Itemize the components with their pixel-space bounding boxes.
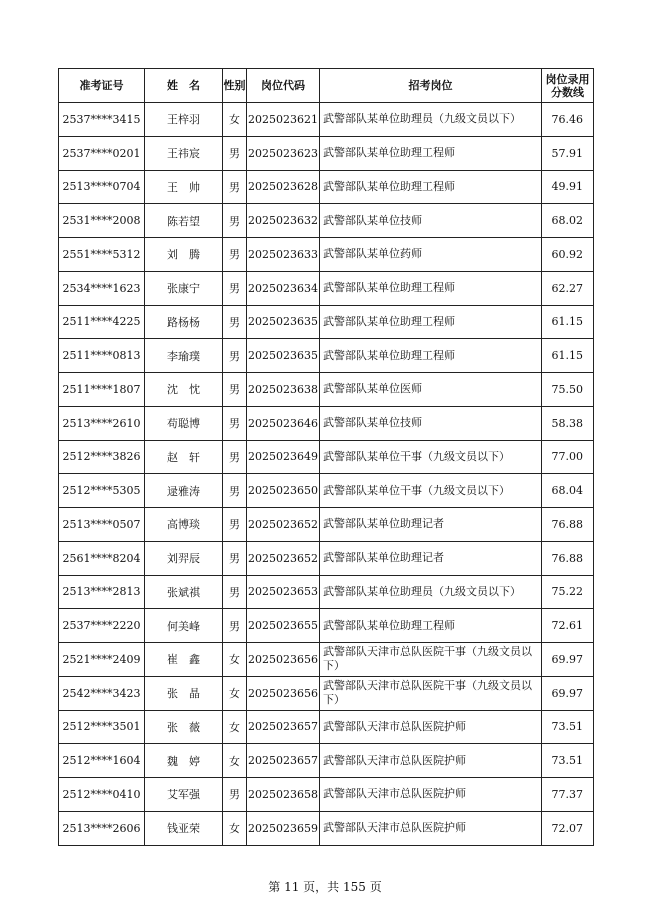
cell-exam-id: 2512****1604: [59, 744, 145, 778]
cell-name: 沈 忱: [145, 373, 223, 407]
cell-name: 张斌祺: [145, 575, 223, 609]
cell-exam-id: 2513****2813: [59, 575, 145, 609]
page-footer: 第 11 页，共 155 页: [268, 880, 382, 894]
cell-name: 钱亚荣: [145, 811, 223, 845]
cell-gender: 男: [223, 440, 247, 474]
cell-post-code: 2025023634: [247, 271, 320, 305]
table-row: [59, 103, 594, 137]
table-row: [59, 474, 594, 508]
cell-score: 72.07: [542, 811, 594, 845]
cell-name: 李瑜璞: [145, 339, 223, 373]
cell-score: 62.27: [542, 271, 594, 305]
cell-score: 77.00: [542, 440, 594, 474]
cell-score: 68.02: [542, 204, 594, 238]
cell-post-code: 2025023658: [247, 778, 320, 812]
cell-exam-id: 2521****2409: [59, 643, 145, 677]
cell-name: 王 帅: [145, 170, 223, 204]
cell-exam-id: 2512****3826: [59, 440, 145, 474]
cell-score: 75.50: [542, 373, 594, 407]
cell-post-code: 2025023652: [247, 541, 320, 575]
table-row: [59, 271, 594, 305]
cell-score: 69.97: [542, 676, 594, 710]
cell-exam-id: 2542****3423: [59, 676, 145, 710]
cell-gender: 男: [223, 508, 247, 542]
cell-name: 刘 腾: [145, 238, 223, 272]
cell-name: 张康宁: [145, 271, 223, 305]
cell-post: 武警部队某单位技师: [320, 204, 542, 238]
table-row: [59, 575, 594, 609]
cell-score: 58.38: [542, 406, 594, 440]
cell-gender: 女: [223, 744, 247, 778]
cell-post-code: 2025023650: [247, 474, 320, 508]
table-row: [59, 744, 594, 778]
cell-score: 77.37: [542, 778, 594, 812]
cell-post: 武警部队天津市总队医院干事（九级文员以下）: [320, 676, 542, 710]
cell-post: 武警部队某单位助理工程师: [320, 170, 542, 204]
cell-post: 武警部队某单位助理工程师: [320, 305, 542, 339]
cell-gender: 男: [223, 204, 247, 238]
cell-name: 高博琰: [145, 508, 223, 542]
cell-post-code: 2025023621: [247, 103, 320, 137]
table-row: [59, 373, 594, 407]
cell-post: 武警部队某单位助理工程师: [320, 609, 542, 643]
cell-exam-id: 2513****2606: [59, 811, 145, 845]
cell-post-code: 2025023633: [247, 238, 320, 272]
cell-score: 60.92: [542, 238, 594, 272]
cell-exam-id: 2561****8204: [59, 541, 145, 575]
cell-post: 武警部队某单位助理工程师: [320, 136, 542, 170]
cell-gender: 男: [223, 474, 247, 508]
table-row: [59, 541, 594, 575]
cell-exam-id: 2531****2008: [59, 204, 145, 238]
cell-post-code: 2025023623: [247, 136, 320, 170]
cell-name: 逯雅涛: [145, 474, 223, 508]
header-gender: 性别: [223, 69, 247, 103]
table-row: [59, 440, 594, 474]
cell-name: 陈若望: [145, 204, 223, 238]
table-row: [59, 136, 594, 170]
header-score: 岗位录用分数线: [542, 69, 594, 103]
cell-score: 76.88: [542, 541, 594, 575]
cell-exam-id: 2511****0813: [59, 339, 145, 373]
cell-post-code: 2025023632: [247, 204, 320, 238]
cell-score: 76.88: [542, 508, 594, 542]
cell-post: 武警部队某单位干事（九级文员以下）: [320, 474, 542, 508]
cell-score: 49.91: [542, 170, 594, 204]
cell-gender: 女: [223, 710, 247, 744]
cell-gender: 男: [223, 136, 247, 170]
table-row: [59, 778, 594, 812]
cell-exam-id: 2512****3501: [59, 710, 145, 744]
cell-score: 73.51: [542, 710, 594, 744]
cell-gender: 女: [223, 676, 247, 710]
table-row: [59, 170, 594, 204]
cell-post: 武警部队某单位助理工程师: [320, 271, 542, 305]
cell-score: 73.51: [542, 744, 594, 778]
cell-score: 69.97: [542, 643, 594, 677]
cell-post: 武警部队天津市总队医院护师: [320, 811, 542, 845]
cell-exam-id: 2513****2610: [59, 406, 145, 440]
cell-gender: 男: [223, 541, 247, 575]
cell-post-code: 2025023635: [247, 305, 320, 339]
cell-post: 武警部队某单位干事（九级文员以下）: [320, 440, 542, 474]
cell-post-code: 2025023638: [247, 373, 320, 407]
cell-post-code: 2025023655: [247, 609, 320, 643]
cell-post: 武警部队天津市总队医院护师: [320, 710, 542, 744]
cell-gender: 女: [223, 811, 247, 845]
table-row: [59, 643, 594, 677]
cell-exam-id: 2511****4225: [59, 305, 145, 339]
cell-exam-id: 2534****1623: [59, 271, 145, 305]
cell-post: 武警部队某单位助理员（九级文员以下）: [320, 575, 542, 609]
cell-post: 武警部队某单位技师: [320, 406, 542, 440]
cell-name: 刘羿辰: [145, 541, 223, 575]
cell-post: 武警部队某单位药师: [320, 238, 542, 272]
cell-exam-id: 2511****1807: [59, 373, 145, 407]
cell-exam-id: 2512****0410: [59, 778, 145, 812]
cell-gender: 男: [223, 575, 247, 609]
cell-gender: 男: [223, 609, 247, 643]
cell-post-code: 2025023628: [247, 170, 320, 204]
cell-post-code: 2025023635: [247, 339, 320, 373]
cell-post: 武警部队某单位助理工程师: [320, 339, 542, 373]
cell-exam-id: 2512****5305: [59, 474, 145, 508]
header-post: 招考岗位: [320, 69, 542, 103]
cell-post: 武警部队天津市总队医院护师: [320, 744, 542, 778]
cell-score: 61.15: [542, 339, 594, 373]
cell-post: 武警部队天津市总队医院干事（九级文员以下）: [320, 643, 542, 677]
header-post-code: 岗位代码: [247, 69, 320, 103]
cell-name: 张 薇: [145, 710, 223, 744]
cell-name: 魏 婷: [145, 744, 223, 778]
cell-gender: 男: [223, 778, 247, 812]
cell-exam-id: 2513****0704: [59, 170, 145, 204]
cell-name: 王梓羽: [145, 103, 223, 137]
table-row: [59, 406, 594, 440]
cell-score: 57.91: [542, 136, 594, 170]
results-table: [58, 68, 594, 846]
table-header-row: [59, 69, 594, 103]
table-row: [59, 609, 594, 643]
cell-post-code: 2025023657: [247, 710, 320, 744]
table-row: [59, 204, 594, 238]
cell-exam-id: 2513****0507: [59, 508, 145, 542]
cell-score: 75.22: [542, 575, 594, 609]
cell-name: 艾军强: [145, 778, 223, 812]
table-row: [59, 238, 594, 272]
table-row: [59, 508, 594, 542]
cell-name: 王祎宸: [145, 136, 223, 170]
cell-post-code: 2025023656: [247, 676, 320, 710]
cell-gender: 男: [223, 238, 247, 272]
cell-score: 61.15: [542, 305, 594, 339]
header-name: 姓 名: [145, 69, 223, 103]
cell-gender: 女: [223, 103, 247, 137]
table-row: [59, 710, 594, 744]
cell-gender: 男: [223, 406, 247, 440]
cell-post: 武警部队某单位助理记者: [320, 508, 542, 542]
table-row: [59, 339, 594, 373]
cell-score: 76.46: [542, 103, 594, 137]
cell-post: 武警部队某单位医师: [320, 373, 542, 407]
cell-post: 武警部队天津市总队医院护师: [320, 778, 542, 812]
cell-exam-id: 2537****0201: [59, 136, 145, 170]
cell-name: 张 晶: [145, 676, 223, 710]
cell-post-code: 2025023646: [247, 406, 320, 440]
table-row: [59, 811, 594, 845]
cell-post-code: 2025023649: [247, 440, 320, 474]
cell-post-code: 2025023653: [247, 575, 320, 609]
cell-exam-id: 2537****3415: [59, 103, 145, 137]
cell-post-code: 2025023657: [247, 744, 320, 778]
cell-gender: 男: [223, 305, 247, 339]
cell-score: 72.61: [542, 609, 594, 643]
cell-gender: 女: [223, 643, 247, 677]
cell-post-code: 2025023656: [247, 643, 320, 677]
cell-post-code: 2025023659: [247, 811, 320, 845]
cell-gender: 男: [223, 339, 247, 373]
cell-exam-id: 2551****5312: [59, 238, 145, 272]
cell-score: 68.04: [542, 474, 594, 508]
cell-name: 何美峰: [145, 609, 223, 643]
cell-gender: 男: [223, 373, 247, 407]
table-row: [59, 305, 594, 339]
cell-post-code: 2025023652: [247, 508, 320, 542]
cell-gender: 男: [223, 271, 247, 305]
cell-post: 武警部队某单位助理员（九级文员以下）: [320, 103, 542, 137]
header-exam-id: 准考证号: [59, 69, 145, 103]
cell-gender: 男: [223, 170, 247, 204]
cell-post: 武警部队某单位助理记者: [320, 541, 542, 575]
table-row: [59, 676, 594, 710]
cell-name: 苟聪博: [145, 406, 223, 440]
cell-name: 崔 鑫: [145, 643, 223, 677]
cell-name: 路杨杨: [145, 305, 223, 339]
cell-name: 赵 轩: [145, 440, 223, 474]
cell-exam-id: 2537****2220: [59, 609, 145, 643]
